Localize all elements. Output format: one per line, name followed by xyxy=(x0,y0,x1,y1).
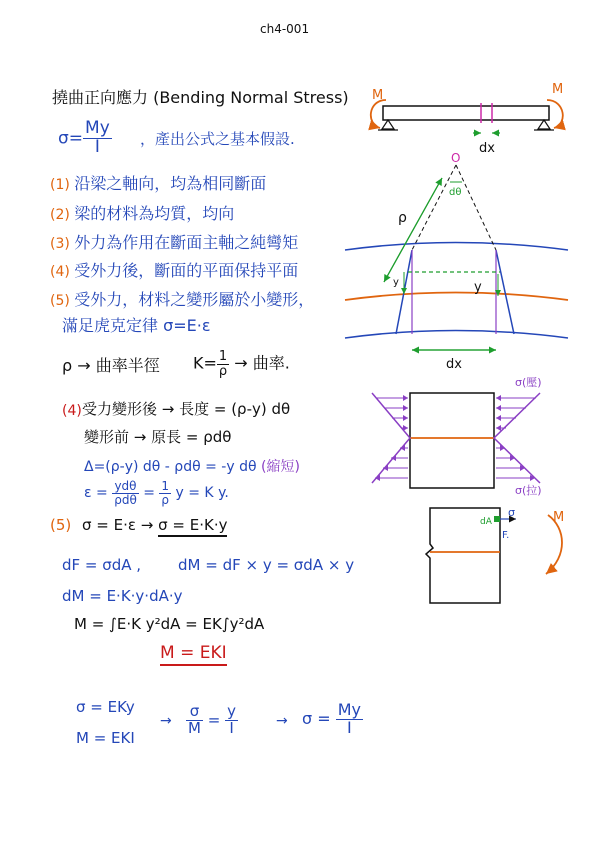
assumption-text: 滿足虎克定律 σ=E·ε xyxy=(62,316,211,335)
assumption-number: (2) xyxy=(50,207,70,223)
final-result-numerator: My xyxy=(337,700,362,719)
final-eq1: σ = EKy xyxy=(76,698,135,716)
curvature-k-numerator: 1 xyxy=(218,349,228,364)
final-ratio-denominator1: M xyxy=(188,718,201,737)
intro-formula-numerator: My xyxy=(85,118,110,138)
left-support-icon xyxy=(382,120,394,129)
final-result-lhs: σ = xyxy=(302,708,331,728)
intro-text: ，產出公式之基本假設. xyxy=(140,130,295,148)
beam-dx-label: dx xyxy=(479,141,495,156)
page-title: 撓曲正向應力 (Bending Normal Stress) xyxy=(52,88,349,107)
section4-strain-denominator: ρdθ xyxy=(114,492,137,507)
section4-line1: 受力變形後 → 長度 = (ρ-y) dθ xyxy=(82,400,291,418)
section5-result: σ = E·K·y xyxy=(158,516,227,537)
derivation-dM: dM = dF × y = σdA × y xyxy=(178,556,355,574)
assumption-text: 受外力後，斷面的平面保持平面 xyxy=(74,261,299,280)
beam-moment-label-left: M xyxy=(372,88,384,103)
right-support-icon xyxy=(538,120,550,129)
top-fiber-curve xyxy=(345,243,568,251)
section-block xyxy=(410,393,494,488)
element-right-edge xyxy=(496,250,514,334)
section4-shorten-note: (縮短) xyxy=(260,459,300,475)
final-ratio-equals: = xyxy=(207,710,221,729)
da-element xyxy=(494,516,500,522)
rho-dimension-arrow-back xyxy=(384,178,442,282)
curvature-radius: ρ → 曲率半徑 xyxy=(62,356,160,375)
section5-number: (5) xyxy=(50,516,72,534)
final-ratio-numerator2: y xyxy=(227,702,236,720)
assumption-text: 受外力，材料之變形屬於小變形， xyxy=(74,290,315,309)
section4-line2: 變形前 → 原長 = ρdθ xyxy=(84,428,232,446)
section-sigma-label: σ xyxy=(508,506,515,519)
y-label: y xyxy=(474,280,482,295)
assumption-number: (3) xyxy=(50,236,70,252)
radial-line-left xyxy=(412,165,456,250)
rho-label: ρ xyxy=(398,210,407,226)
right-stress-arrows xyxy=(496,398,536,478)
final-ratio-numerator1: σ xyxy=(186,704,203,721)
compression-label: σ(壓) xyxy=(515,376,542,389)
stress-distribution-figure xyxy=(372,376,542,497)
beam-figure xyxy=(371,82,563,156)
neutral-axis-curve xyxy=(345,293,568,301)
assumption-text: 梁的材料為均質，均向 xyxy=(74,204,235,223)
section4-strain-lhs: ε = xyxy=(84,485,108,502)
y-small-label: y xyxy=(393,277,399,288)
page-id: ch4-001 xyxy=(260,22,310,36)
assumption-number: (4) xyxy=(50,264,70,280)
beam-body xyxy=(383,106,549,120)
section4-strain-numerator: ydθ xyxy=(112,480,139,494)
section4-strain-denominator2: ρ xyxy=(161,492,170,507)
section-moment-label: M xyxy=(553,510,565,525)
center-label: O xyxy=(451,151,461,165)
curvature-k-lhs: K= xyxy=(193,353,217,373)
section5-text: σ = E·ε → xyxy=(82,516,154,534)
dx-label: dx xyxy=(446,357,462,372)
final-result-denominator: I xyxy=(347,717,352,737)
final-arrow2: → xyxy=(276,713,288,729)
final-ratio-denominator2: I xyxy=(229,718,234,737)
final-eq2: M = EKI xyxy=(76,729,135,747)
assumption-number: (1) xyxy=(50,177,70,193)
section4-strain-equals: = xyxy=(143,485,155,502)
derivation-dF: dF = σdA , xyxy=(62,556,142,574)
intro-formula-denominator: I xyxy=(94,136,100,157)
section4-delta: Δ=(ρ-y) dθ - ρdθ = -y dθ xyxy=(84,459,257,475)
bottom-fiber-curve xyxy=(345,331,568,339)
intro-formula-lhs: σ= xyxy=(58,128,84,149)
section-force-label: F. xyxy=(502,530,510,541)
curvature-k-denominator: ρ xyxy=(218,363,228,379)
cross-section-figure xyxy=(426,506,564,603)
assumption-text: 沿梁之軸向，均為相同斷面 xyxy=(74,174,267,193)
derivation-line3: M = ∫E·K y²dA = EK∫y²dA xyxy=(74,615,265,633)
curvature-k-rhs: → 曲率. xyxy=(234,353,290,373)
left-stress-arrows xyxy=(375,398,408,478)
curved-element-figure xyxy=(345,151,568,372)
final-arrow: → xyxy=(160,713,172,729)
beam-moment-label-right: M xyxy=(552,82,564,97)
radial-line-right xyxy=(456,165,496,250)
right-stress-profile xyxy=(494,393,540,483)
derivation-line2: dM = E·K·y·dA·y xyxy=(62,587,183,605)
assumption-text: 外力為作用在斷面主軸之純彎矩 xyxy=(74,233,299,252)
tension-label: σ(拉) xyxy=(515,484,542,497)
derivation-result-text: M = EKI xyxy=(160,643,227,666)
left-stress-profile xyxy=(372,393,410,483)
section4-strain-rhs: y = K y. xyxy=(175,485,229,502)
section4-number: (4) xyxy=(62,403,82,419)
dtheta-label: dθ xyxy=(449,187,462,198)
section4-strain-numerator2: 1 xyxy=(161,479,170,493)
assumption-number: (5) xyxy=(50,293,70,309)
da-label: dA xyxy=(480,517,492,527)
